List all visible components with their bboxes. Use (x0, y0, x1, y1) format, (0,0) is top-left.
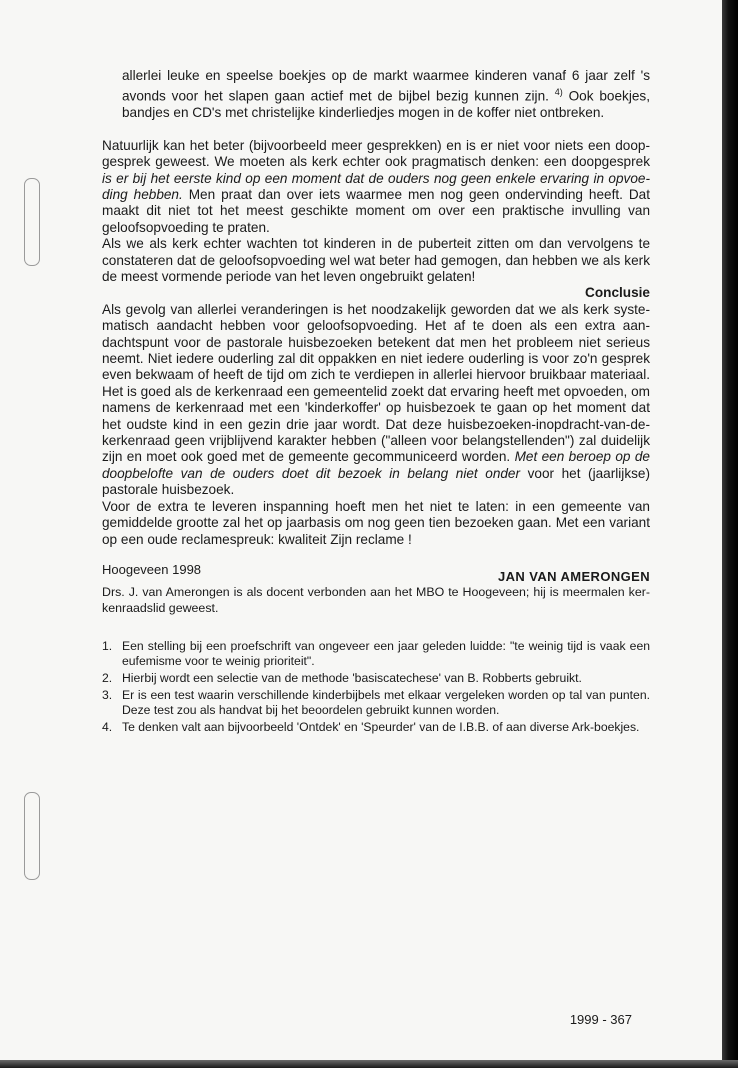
scan-right-edge (722, 0, 738, 1068)
paragraph-intro (102, 68, 650, 122)
paragraph-doopgesprek-text: Natuurlijk kan het beter (bijvoorbeeld meer gesprekken) en is er niet voor niets een doopgesprek geweest. We moeten als kerk echter ook pragmatisch denken: een doopgesprek (102, 137, 650, 170)
footnote-item (102, 720, 650, 735)
footnote-ref-4: 4) (554, 87, 563, 98)
footnote-text: Te denken valt aan bijvoorbeeld 'Ontdek' en 'Speurder' van de I.B.B. of aan diverse Ark-boekjes. (122, 719, 640, 734)
paragraph-intro-text-cont: Ook boekjes, bandjes en CD's met christelijke kinderliedjes mogen in de koffer niet ontbreken. (122, 88, 650, 121)
signature-row (102, 562, 650, 585)
footnote-item (102, 639, 650, 669)
paragraph-doopgesprek-text-cont: Men praat dan over iets waarmee men nog geen ondervinding heeft. Dat maakt dit niet tot het meest geschikte moment om over een praktische invulling van geloofsopvoeding te praten. (102, 186, 650, 235)
footnotes-list (102, 639, 650, 735)
footnote-text: Hierbij wordt een selectie van de methode 'basiscatechese' van B. Robberts gebruikt. (122, 670, 582, 685)
binding-hole-top (24, 178, 40, 266)
footnote-item (102, 671, 650, 686)
binding-hole-bottom (24, 792, 40, 880)
paragraph-conclusie-text: Als gevolg van allerlei veranderingen is het noodzakelijk geworden dat we als kerk systematisch aandacht hebben voor geloofsopvoeding. Het af te doen als een extra aandachtspunt voor de pastorale huisbezoeken betekent dat men het probleem niet serieus neemt. Niet iedere ouderling zal dit oppakken en niet iedere ouderling is voor zo'n gesprek even bekwaam of heeft de tijd om zich te verdiepen in allerlei hiervoor bruikbaar materiaal. Het is goed als de kerkenraad een gemeentelid zoekt dat ervaring heeft met opvoeden, om namens de kerkenraad met een 'kinderkoffer' op huisbezoek te gaan op het moment dat het oudste kind in een gezin drie jaar wordt. Dat deze huisbezoeken-inopdracht-van-de-kerkenraad geen vrijblijvend karakter hebben ("alleen voor belangstellenden") zal duidelijk zijn en moet ook goed met de gemeente gecommuniceerd worden. (102, 301, 650, 465)
footnote-number: 1. (102, 638, 113, 653)
author-bio: Drs. J. van Amerongen is als docent verbonden aan het MBO te Hoogeveen; hij is meermalen kerkenraadslid geweest. (102, 585, 650, 615)
footnote-number: 2. (102, 670, 113, 685)
paragraph-doopgesprek (102, 138, 650, 236)
paragraph-doopgesprek-emphasis: is er bij het eerste kind op een moment dat de ouders nog geen enkele ervaring in opvoeding hebben. (102, 170, 650, 202)
footnote-number: 4. (102, 719, 113, 734)
signature-author: JAN VAN AMERONGEN (498, 568, 650, 584)
signature-place-date: Hoogeveen 1998 (102, 561, 202, 577)
paragraph-inspanning: Voor de extra te leveren inspanning hoeft men het niet te laten: in een gemeente van gemiddelde grootte zal het op jaarbasis om nog geen tien bezoeken gaan. Met een variant op een oude reclamespreuk: kwaliteit Zijn reclame ! (102, 498, 650, 547)
footnote-item (102, 688, 650, 718)
scan-bottom-edge (0, 1060, 738, 1068)
paragraph-conclusie-emphasis: Met een beroep op de doopbelofte van de ouders doet dit bezoek in belang niet onder (102, 449, 650, 481)
paragraph-intro-text: allerlei leuke en speelse boekjes op de markt waarmee kinderen vanaf 6 jaar zelf 's avonds voor het slapen gaan actief met de bijbel bezig kunnen zijn. (122, 68, 650, 104)
page-number: 1999 - 367 (569, 1012, 632, 1027)
paragraph-conclusie (102, 302, 650, 499)
paragraph-puberteit: Als we als kerk echter wachten tot kinderen in de puberteit zitten om dan vervolgens te constateren dat de geloofsopvoeding wel wat beter had gemogen, dan hebben we als kerk de meest vormende periode van het leven ongebruikt gelaten! (102, 236, 650, 284)
section-heading-conclusie: Conclusie (585, 285, 650, 301)
footnote-text: Er is een test waarin verschillende kinderbijbels met elkaar vergeleken worden op tal van punten. Deze test zou als handvat bij het beoordelen gebruikt kunnen worden. (122, 687, 650, 717)
article-body (102, 68, 650, 737)
paragraph-conclusie-text-cont: voor het (jaarlijkse) pastorale huisbezoek. (102, 465, 650, 498)
footnote-text: Een stelling bij een proefschrift van ongeveer een jaar geleden luidde: "te weinig tijd is vaak een eufemisme voor te weinig prioriteit". (122, 638, 650, 668)
footnote-number: 3. (102, 687, 113, 702)
